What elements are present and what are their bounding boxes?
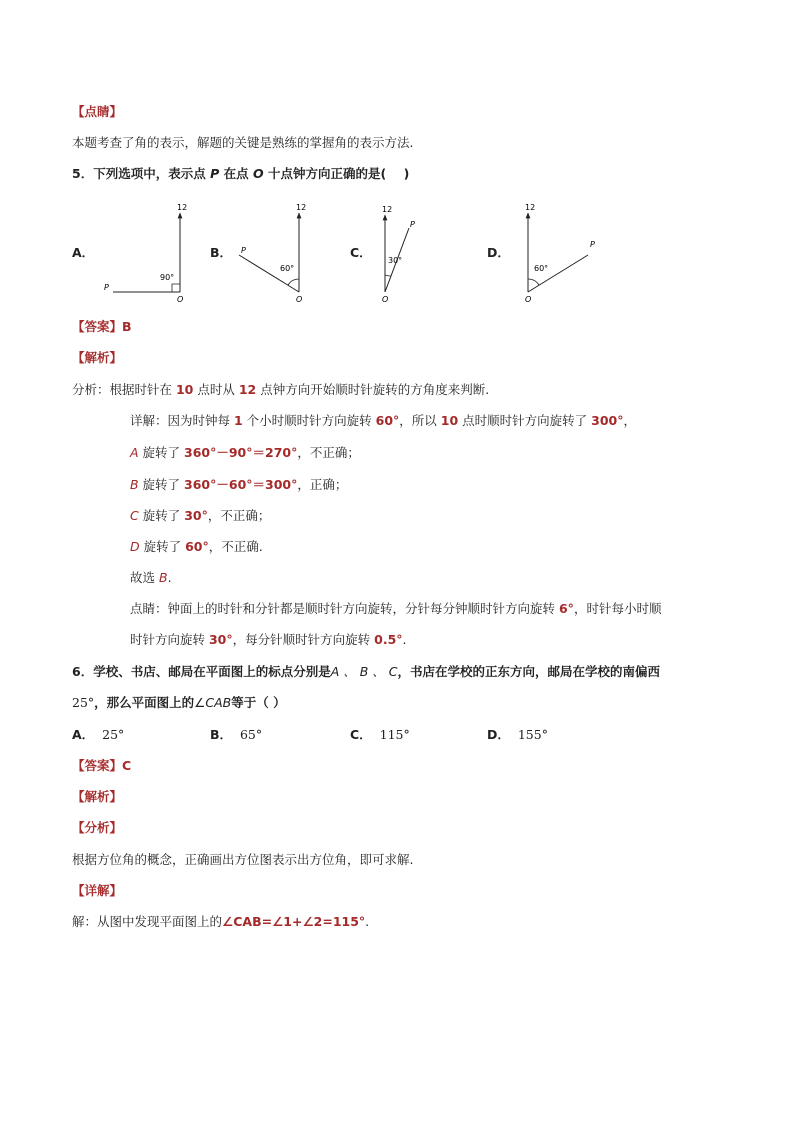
q5-case-b: B 旋转了 360°－60°＝300°，正确；: [130, 477, 348, 492]
svg-text:12: 12: [525, 203, 536, 212]
svg-text:P: P: [104, 283, 109, 292]
svg-text:O: O: [525, 295, 532, 304]
svg-text:12: 12: [296, 203, 307, 212]
q4-tip-heading: 【点睛】: [72, 104, 123, 119]
q5-case-d: D 旋转了 60°，不正确.: [130, 539, 263, 554]
q5-diagram-c: [382, 205, 415, 304]
q5-detail: 详解：因为时钟每 1 个小时顺时针方向旋转 60°，所以 10 点时顺时针方向旋转了 300°，: [130, 413, 636, 428]
q6-fenxi-heading: 【分析】: [72, 820, 123, 835]
q6-answer: 【答案】C: [72, 758, 132, 773]
q6-stem-line-2: 25°，那么平面图上的∠CAB等于（ ）: [72, 695, 286, 710]
q5-diagram-b: [239, 203, 306, 304]
q6-detail: 解：从图中发现平面图上的∠CAB=∠1+∠2=115°.: [72, 914, 370, 929]
q5-diagram-a: [104, 203, 187, 304]
q5-answer: 【答案】B: [72, 319, 132, 334]
q5-option-b-label: B．: [210, 245, 233, 260]
q5-tip-line-2: 时针方向旋转 30°，每分针顺时针方向旋转 0.5°.: [130, 632, 407, 647]
q5-b-angle: 60°: [280, 264, 295, 273]
q4-tip-text: 本题考查了角的表示，解题的关键是熟练的掌握角的表示方法.: [72, 135, 414, 150]
svg-text:P: P: [241, 246, 246, 255]
q5-d-angle: 60°: [534, 264, 549, 273]
q6-analysis-heading: 【解析】: [72, 789, 123, 804]
q5-option-d-label: D．: [487, 245, 510, 260]
q5-diagram-d: [525, 203, 595, 304]
q5-case-c: C 旋转了 30°，不正确；: [130, 508, 271, 523]
q6-option-b: B． 65°: [210, 727, 263, 742]
q6-option-c: C． 115°: [350, 727, 410, 742]
q5-choose: 故选 B.: [130, 570, 172, 585]
svg-text:O: O: [177, 295, 184, 304]
svg-text:O: O: [382, 295, 389, 304]
q5-analysis-heading: 【解析】: [72, 350, 123, 365]
q6-fenxi: 根据方位角的概念，正确画出方位图表示出方位角，即可求解.: [72, 852, 414, 867]
q5-option-a-label: A．: [72, 245, 95, 260]
q6-stem-line-1: 6．学校、书店、邮局在平面图上的标点分别是A 、 B 、 C，书店在学校的正东方向，邮局在学校的南偏西: [72, 664, 660, 679]
q5-stem: 5．下列选项中，表示点 P 在点 O 十点钟方向正确的是( ): [72, 166, 410, 181]
q6-option-a: A． 25°: [72, 727, 125, 742]
svg-text:P: P: [590, 240, 595, 249]
q5-case-a: A 旋转了 360°－90°＝270°，不正确；: [130, 445, 360, 460]
svg-text:12: 12: [382, 205, 393, 214]
q5-c-angle: 30°: [388, 256, 403, 265]
q5-fenxi: 分析：根据时针在 10 点时从 12 点钟方向开始顺时针旋转的方角度来判断.: [72, 382, 490, 397]
q5-clock-diagrams: [0, 195, 794, 305]
q6-option-d: D． 155°: [487, 727, 548, 742]
svg-text:O: O: [296, 295, 303, 304]
q5-a-twelve: 12: [177, 203, 188, 212]
svg-text:P: P: [410, 220, 415, 229]
q5-tip-line-1: 点睛：钟面上的时针和分针都是顺时针方向旋转，分针每分钟顺时针方向旋转 6°，时针每小时顺: [130, 601, 662, 616]
q5-number: 5．: [72, 166, 94, 181]
q5-a-angle: 90°: [160, 273, 175, 282]
q6-detail-heading: 【详解】: [72, 883, 123, 898]
q5-option-c-label: C．: [350, 245, 372, 260]
q6-number: 6．: [72, 664, 94, 679]
